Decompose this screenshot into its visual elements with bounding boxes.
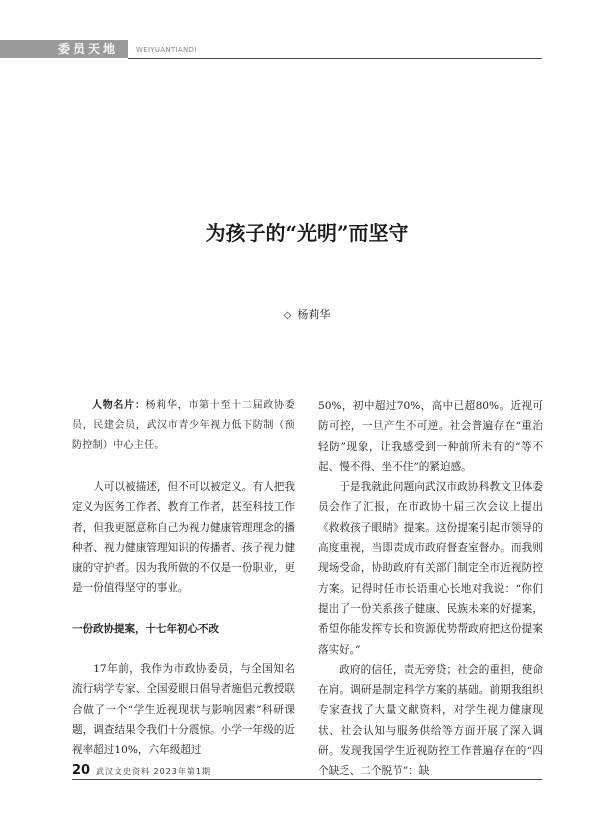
paragraph: 于是我就此问题向武汉市政协科教文卫体委员会作了汇报，在市政协十届三次会议上提出《救救孩子眼睛》提案。这份提案引起市领导的高度重视，当即责成市政府督查室督办。而我则现场受命，协助政府有关部门制定全市近视防控方案。记得时任市长语重心长地对我说：“你们提出了一份关系孩子健康、民族未来的好提案，希望你能发挥专长和资源优势帮政府把这份提案落实好。” [318,481,543,656]
diamond-icon: ◇ [283,310,292,321]
paragraph: 人可以被描述，但不可以被定义。有人把我定义为医务工作者、教育工作者，甚至科技工作者，但我更愿意称自己为视力健康管理理念的播种者、视力健康管理知识的传播者、孩子视力健康的守护者。因为我所做的不仅是一份职业，更是一份值得坚守的事业。 [72,481,295,595]
paragraph: 50%，初中超过70%，高中已超80%。近视可防可控，一旦产生不可逆。社会普遍存在“重治轻防”现象，让我感受到一种前所未有的“等不起、慢不得、坐不住”的紧迫感。 [318,400,543,473]
author-bio [72,396,295,456]
footer-rule [72,779,542,780]
right-column [318,396,543,782]
author-name: 杨莉华 [297,308,331,321]
article-title: 为孩子的“光明”而坚守 [205,221,409,245]
header-rule [128,58,542,59]
page-number: 20 [72,763,91,778]
left-column [72,396,295,761]
publication-info: 武汉文史资料 2023年第1期 [96,767,211,776]
section-label: 委员天地 [58,42,119,56]
section-label-pinyin: WEIYUANTIANDI [136,46,197,54]
bio-label: 人物名片： [92,400,146,411]
paragraph: 17年前，我作为市政协委员，与全国知名流行病学专家、全国爱眼日倡导者施侣元教授联合做了一个“学生近视现状与影响因素”科研课题，调查结果令我们十分震惊。小学一年级的近视率超过10%，六年级超过 [72,663,295,757]
bio-text: 杨莉华，市第十至十二届政协委员，民建会员，武汉市青少年视力低下防制（预防控制）中心主任。 [72,400,296,451]
section-heading: 一份政协提案，十七年初心不改 [72,622,219,635]
author-line [0,306,614,322]
paragraph: 政府的信任，责无旁贷；社会的重担，使命在肩。调研是制定科学方案的基础。前期我组织专家查找了大量文献资料，对学生视力健康现状、社会认知与服务供给等方面开展了深入调研。发现我国学生近视防控工作普遍存在的“四个缺乏、二个脱节”：缺 [318,663,543,778]
